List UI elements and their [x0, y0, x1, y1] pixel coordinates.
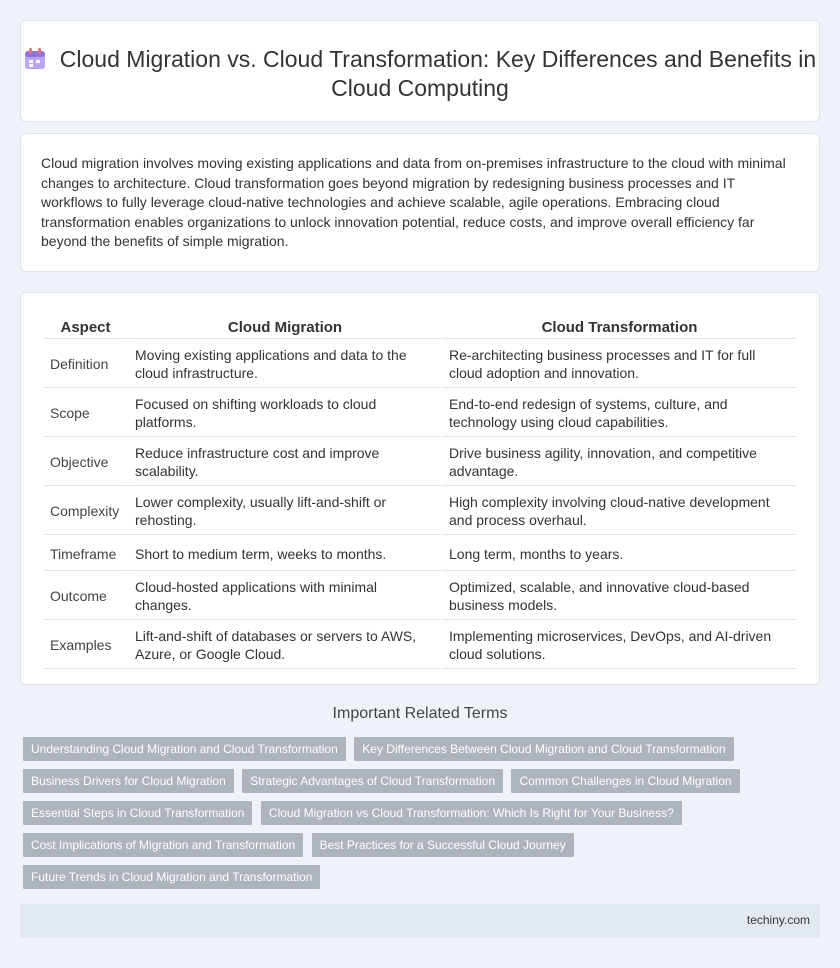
migration-cell: Short to medium term, weeks to months.	[129, 537, 441, 571]
related-term-tag[interactable]: Strategic Advantages of Cloud Transformation	[242, 769, 503, 793]
table-row	[44, 537, 796, 571]
aspect-cell: Objective	[44, 439, 127, 486]
migration-cell: Moving existing applications and data to the cloud infrastructure.	[129, 341, 441, 388]
related-term-tag[interactable]: Best Practices for a Successful Cloud Journey	[312, 833, 574, 857]
transformation-cell: Optimized, scalable, and innovative cloud-based business models.	[443, 573, 796, 620]
transformation-cell: Re-architecting business processes and IT for full cloud adoption and innovation.	[443, 341, 796, 388]
intro-paragraph: Cloud migration involves moving existing applications and data from on-premises infrastructure to the cloud with minimal changes to architecture. Cloud transformation goes beyond migration by redesigning business processes and IT workflows to fully leverage cloud-native technologies and achieve scalable, agile operations. Embracing cloud transformation enables organizations to unlock innovation potential, reduce costs, and improve overall efficiency far beyond the benefits of simple migration.	[41, 155, 786, 249]
related-term-tag[interactable]: Cost Implications of Migration and Transformation	[23, 833, 303, 857]
transformation-cell: High complexity involving cloud-native development and process overhaul.	[443, 488, 796, 535]
aspect-cell: Definition	[44, 341, 127, 388]
intro-card	[20, 133, 820, 272]
migration-cell: Lower complexity, usually lift-and-shift or rehosting.	[129, 488, 441, 535]
related-term-tag[interactable]: Business Drivers for Cloud Migration	[23, 769, 234, 793]
related-terms-title: Important Related Terms	[332, 705, 508, 722]
comparison-table-card	[20, 292, 820, 685]
header-cloud-migration: Cloud Migration	[129, 315, 441, 339]
related-term-tag[interactable]: Future Trends in Cloud Migration and Transformation	[23, 865, 320, 889]
transformation-cell: Long term, months to years.	[443, 537, 796, 571]
aspect-cell: Outcome	[44, 573, 127, 620]
related-term-tag[interactable]: Key Differences Between Cloud Migration and Cloud Transformation	[354, 737, 733, 761]
header-aspect: Aspect	[44, 315, 127, 339]
table-row	[44, 573, 796, 620]
calendar-icon	[24, 48, 46, 70]
table-header-row	[44, 315, 796, 339]
transformation-cell: Drive business agility, innovation, and competitive advantage.	[443, 439, 796, 486]
related-term-tag[interactable]: Understanding Cloud Migration and Cloud Transformation	[23, 737, 346, 761]
header-card	[20, 20, 820, 122]
migration-cell: Lift-and-shift of databases or servers to AWS, Azure, or Google Cloud.	[129, 622, 441, 669]
aspect-cell: Timeframe	[44, 537, 127, 571]
related-terms-list	[23, 737, 813, 897]
header-cloud-transformation: Cloud Transformation	[443, 315, 796, 339]
table-row	[44, 341, 796, 388]
migration-cell: Focused on shifting workloads to cloud platforms.	[129, 390, 441, 437]
table-row	[44, 622, 796, 669]
migration-cell: Cloud-hosted applications with minimal changes.	[129, 573, 441, 620]
transformation-cell: Implementing microservices, DevOps, and AI-driven cloud solutions.	[443, 622, 796, 669]
page-title-wrap	[21, 45, 819, 103]
page-title: Cloud Migration vs. Cloud Transformation: Key Differences and Benefits in Cloud Computing	[59, 46, 817, 101]
related-term-tag[interactable]: Cloud Migration vs Cloud Transformation: Which Is Right for Your Business?	[261, 801, 682, 825]
aspect-cell: Examples	[44, 622, 127, 669]
footer-site-link[interactable]: techiny.com	[746, 913, 810, 927]
comparison-table	[42, 313, 798, 671]
aspect-cell: Complexity	[44, 488, 127, 535]
aspect-cell: Scope	[44, 390, 127, 437]
table-row	[44, 488, 796, 535]
table-row	[44, 439, 796, 486]
table-row	[44, 390, 796, 437]
related-term-tag[interactable]: Essential Steps in Cloud Transformation	[23, 801, 252, 825]
related-term-tag[interactable]: Common Challenges in Cloud Migration	[511, 769, 739, 793]
transformation-cell: End-to-end redesign of systems, culture, and technology using cloud capabilities.	[443, 390, 796, 437]
migration-cell: Reduce infrastructure cost and improve scalability.	[129, 439, 441, 486]
footer	[20, 904, 820, 938]
